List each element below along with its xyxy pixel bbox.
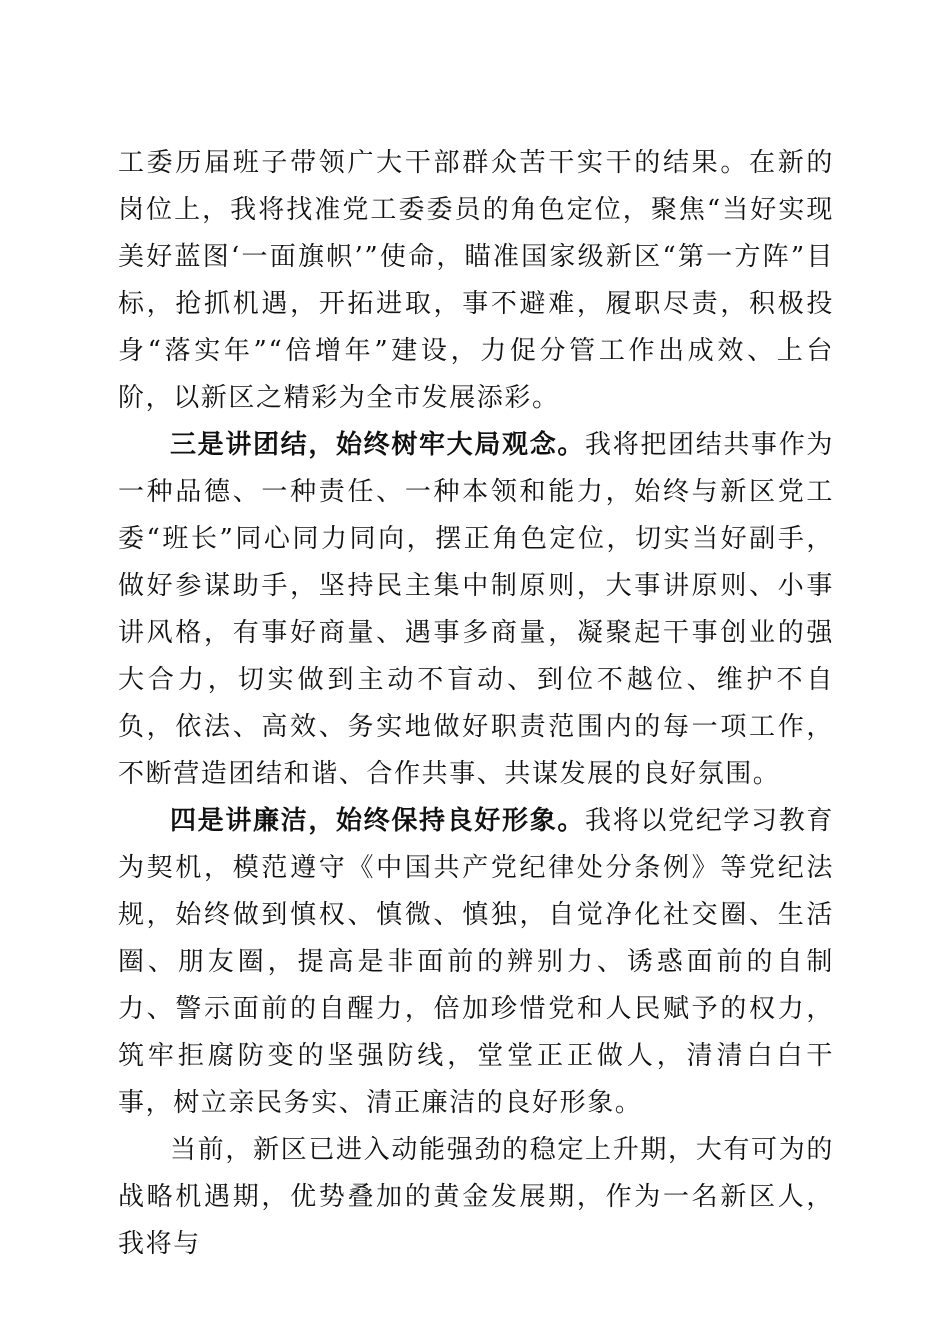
paragraph-current	[118, 1127, 834, 1268]
paragraph-body: 我将把团结共事作为一种品德、一种责任、一种本领和能力，始终与新区党工委“班长”同心同力同向，摆正角色定位，切实当好副手，做好参谋助手，坚持民主集中制原则，大事讲原则、小事讲风格，有事好商量、遇事多商量，凝聚起干事创业的强大合力，切实做到主动不盲动、到位不越位、维护不自负，依法、高效、务实地做好职责范围内的每一项工作，不断营造团结和谐、合作共事、共谋发展的良好氛围。	[118, 430, 834, 789]
paragraph-integrity	[118, 798, 834, 1127]
paragraph-body: 我将以党纪学习教育为契机，模范遵守《中国共产党纪律处分条例》等党纪法规，始终做到慎权、慎微、慎独，自觉净化社交圈、生活圈、朋友圈，提高是非面前的辨别力、诱惑面前的自制力、警示面前的自醒力，倍加珍惜党和人民赋予的权力，筑牢拒腐防变的坚强防线，堂堂正正做人，清清白白干事，树立亲民务实、清正廉洁的良好形象。	[118, 806, 834, 1118]
paragraph-continuation	[118, 140, 834, 422]
body-text	[118, 140, 834, 1268]
paragraph-body: 当前，新区已进入动能强劲的稳定上升期，大有可为的战略机遇期，优势叠加的黄金发展期，作为一名新区人，我将与	[118, 1135, 834, 1259]
paragraph-heading: 三是讲团结，始终树牢大局观念。	[170, 430, 586, 460]
paragraph-unity	[118, 422, 834, 798]
paragraph-heading: 四是讲廉洁，始终保持良好形象。	[170, 806, 586, 836]
paragraph-body: 工委历届班子带领广大干部群众苦干实干的结果。在新的岗位上，我将找准党工委委员的角色定位，聚焦“当好实现美好蓝图‘一面旗帜’”使命，瞄准国家级新区“第一方阵”目标，抢抓机遇，开拓进取，事不避难，履职尽责，积极投身“落实年”“倍增年”建设，力促分管工作出成效、上台阶，以新区之精彩为全市发展添彩。	[118, 148, 834, 413]
